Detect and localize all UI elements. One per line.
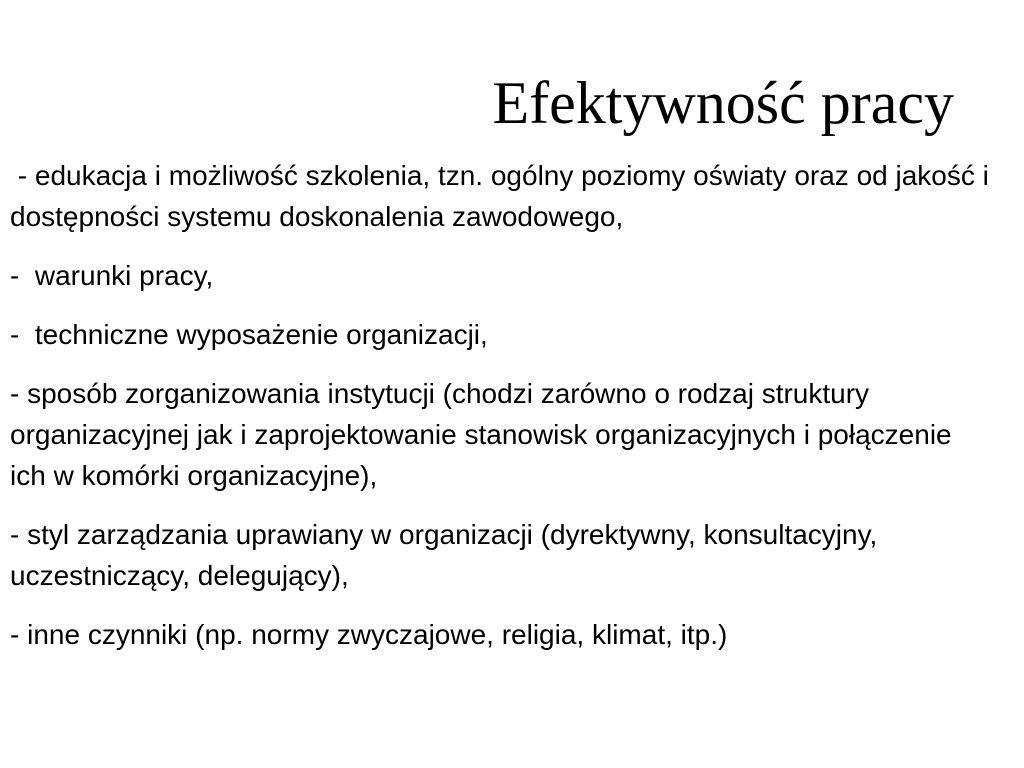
list-item-technical-equipment: - techniczne wyposażenie organizacji, [10, 319, 488, 350]
slide-body [10, 155, 995, 673]
list-item-education: - edukacja i możliwość szkolenia, tzn. ogólny poziomy oświaty oraz od jakość i dostępności systemu doskonalenia zawodowego, [10, 160, 997, 232]
list-item-working-conditions: - warunki pracy, [10, 260, 214, 291]
list-item-other-factors: - inne czynniki (np. normy zwyczajowe, religia, klimat, itp.) [10, 619, 728, 650]
list-item-organization-method: - sposób zorganizowania instytucji (chodzi zarówno o rodzaj struktury organizacyjnej jak i zaprojektowanie stanowisk organizacyjnych i połączenie ich w komórki organizacyjne), [10, 378, 960, 491]
list-item-management-style: - styl zarządzania uprawiany w organizacji (dyrektywny, konsultacyjny, uczestniczący, delegujący), [10, 519, 886, 591]
slide-title: Efektywność pracy [492, 70, 954, 136]
